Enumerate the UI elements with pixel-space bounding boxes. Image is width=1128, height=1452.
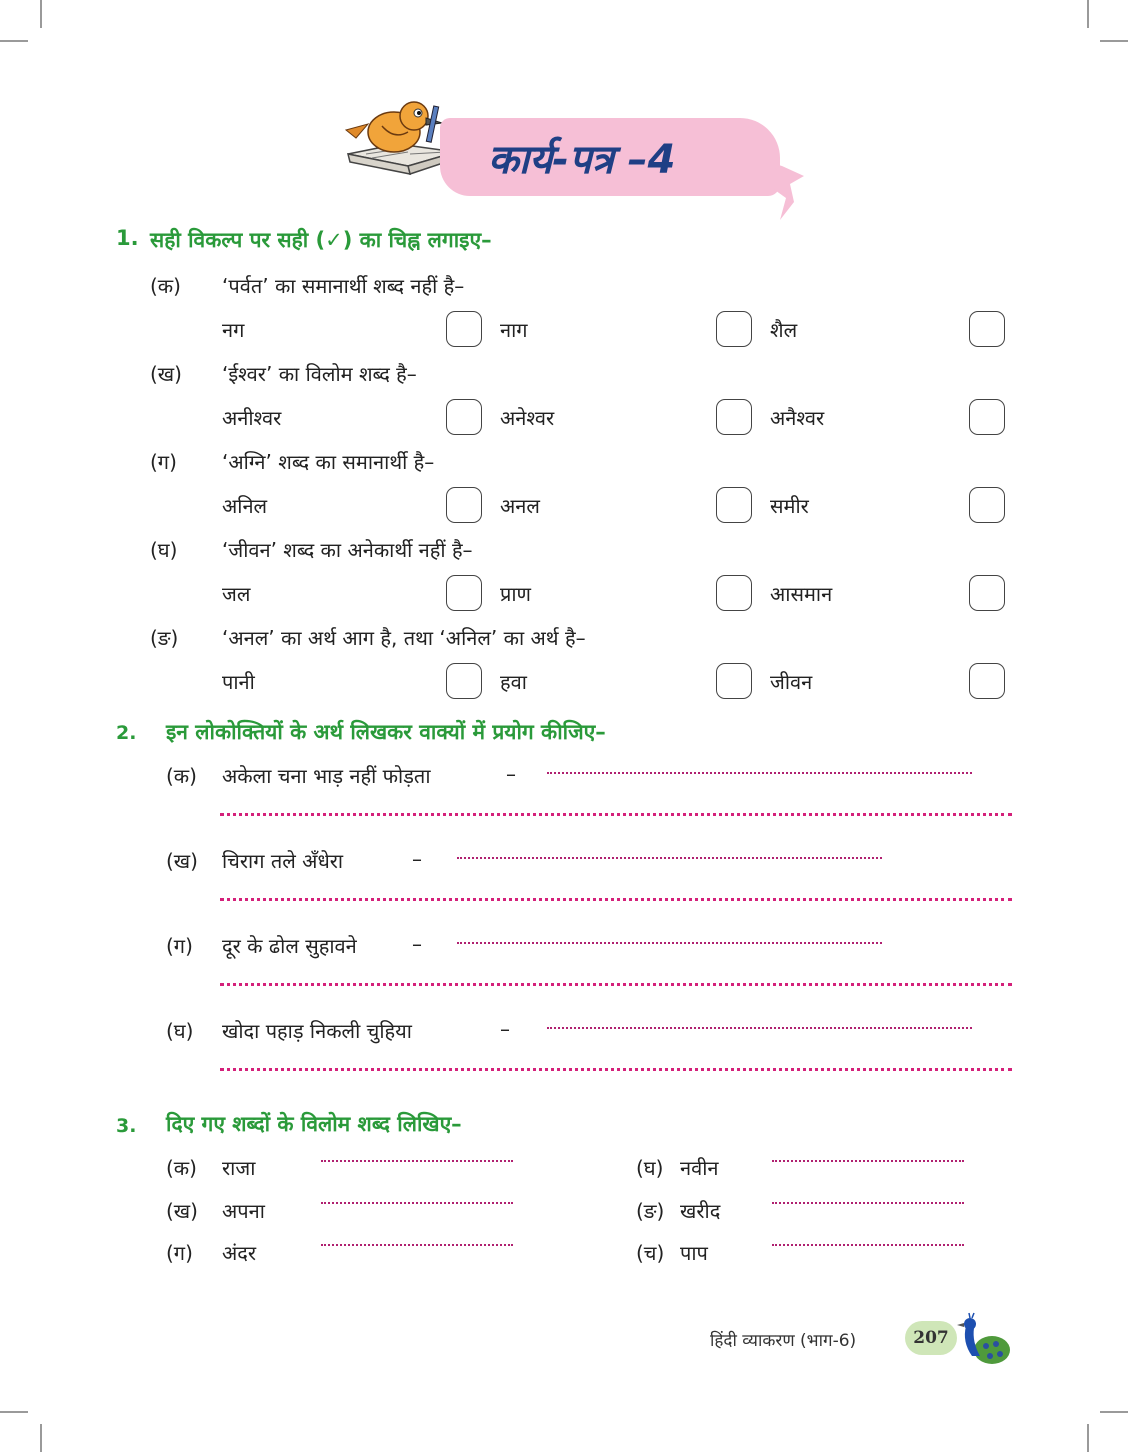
q3-item-label: (ग) — [166, 1241, 193, 1265]
crop-mark — [1087, 1424, 1089, 1452]
crop-mark — [1100, 40, 1128, 42]
antonym-answer-line[interactable] — [772, 1244, 964, 1246]
q1-checkbox[interactable] — [716, 311, 752, 347]
q1-checkbox[interactable] — [446, 663, 482, 699]
q1-item-label: (ग) — [150, 450, 177, 474]
q1-option: अनिल — [222, 494, 268, 518]
sentence-answer-line[interactable] — [220, 983, 1012, 986]
q2-item-text: खोदा पहाड़ निकली चुहिया — [222, 1019, 412, 1043]
q3-word: खरीद — [680, 1199, 721, 1223]
q1-checkbox[interactable] — [969, 399, 1005, 435]
q1-checkbox[interactable] — [716, 487, 752, 523]
q3-item-label: (ङ) — [636, 1199, 665, 1223]
q1-item-question: ‘अनल’ का अर्थ आग है, तथा ‘अनिल’ का अर्थ है– — [222, 626, 586, 650]
q1-option: नाग — [500, 318, 528, 342]
q1-option: अनेश्वर — [500, 406, 555, 430]
q3-word: नवीन — [680, 1156, 719, 1180]
q2-heading: इन लोकोक्तियों के अर्थ लिखकर वाक्यों में प्रयोग कीजिए– — [166, 720, 606, 744]
q2-dash: – — [500, 1017, 510, 1041]
peacock-icon — [952, 1312, 1012, 1368]
q3-number: 3. — [116, 1115, 137, 1137]
q2-item-label: (ख) — [166, 849, 198, 873]
q1-option: जीवन — [770, 670, 813, 694]
q1-checkbox[interactable] — [446, 399, 482, 435]
q1-item-label: (क) — [150, 274, 181, 298]
q1-option: अनल — [500, 494, 540, 518]
q2-item-label: (क) — [166, 764, 197, 788]
q1-item-question: ‘ईश्वर’ का विलोम शब्द है– — [222, 362, 417, 386]
q2-number: 2. — [116, 722, 137, 744]
q1-item-label: (ङ) — [150, 626, 179, 650]
q1-number: 1. — [116, 226, 139, 250]
page-number: 207 — [905, 1321, 957, 1355]
q2-item-label: (ग) — [166, 934, 193, 958]
q2-dash: – — [506, 762, 516, 786]
q1-option: जल — [222, 582, 251, 606]
q1-checkbox[interactable] — [446, 487, 482, 523]
q2-item-text: अकेला चना भाड़ नहीं फोड़ता — [222, 764, 431, 788]
q1-checkbox[interactable] — [716, 399, 752, 435]
book-title: हिंदी व्याकरण (भाग-6) — [710, 1331, 857, 1351]
antonym-answer-line[interactable] — [321, 1160, 513, 1162]
crop-mark — [0, 1411, 28, 1413]
q1-item-question: ‘जीवन’ शब्द का अनेकार्थी नहीं है– — [222, 538, 473, 562]
page-title: कार्य-पत्र –4 — [488, 137, 676, 183]
antonym-answer-line[interactable] — [772, 1202, 964, 1204]
q1-checkbox[interactable] — [969, 575, 1005, 611]
q3-heading: दिए गए शब्दों के विलोम शब्द लिखिए– — [166, 1112, 462, 1136]
q3-item-label: (च) — [636, 1241, 665, 1265]
q3-word: अंदर — [222, 1241, 257, 1265]
q3-item-label: (क) — [166, 1156, 197, 1180]
q1-checkbox[interactable] — [969, 663, 1005, 699]
meaning-answer-line[interactable] — [457, 942, 882, 944]
crop-mark — [1100, 1411, 1128, 1413]
q1-option: पानी — [222, 670, 255, 694]
q3-word: पाप — [680, 1241, 708, 1265]
q3-word: अपना — [222, 1199, 265, 1223]
q1-option: समीर — [770, 494, 809, 518]
meaning-answer-line[interactable] — [547, 1027, 972, 1029]
q1-option: प्राण — [500, 582, 532, 606]
q1-heading: सही विकल्प पर सही (✓) का चिह्न लगाइए– — [150, 228, 492, 252]
q1-checkbox[interactable] — [969, 487, 1005, 523]
q2-item-label: (घ) — [166, 1019, 194, 1043]
q1-checkbox[interactable] — [716, 575, 752, 611]
q1-item-question: ‘अग्नि’ शब्द का समानार्थी है– — [222, 450, 435, 474]
sentence-answer-line[interactable] — [220, 813, 1012, 816]
q1-checkbox[interactable] — [446, 311, 482, 347]
crop-mark — [40, 0, 42, 28]
q3-word: राजा — [222, 1156, 256, 1180]
q2-dash: – — [412, 847, 422, 871]
q1-checkbox[interactable] — [716, 663, 752, 699]
q1-item-label: (ख) — [150, 362, 182, 386]
q1-option: शैल — [770, 318, 798, 342]
meaning-answer-line[interactable] — [457, 857, 882, 859]
q3-item-label: (घ) — [636, 1156, 664, 1180]
q1-option: अनैश्वर — [770, 406, 825, 430]
meaning-answer-line[interactable] — [547, 772, 972, 774]
q1-checkbox[interactable] — [446, 575, 482, 611]
antonym-answer-line[interactable] — [321, 1202, 513, 1204]
q1-item-question: ‘पर्वत’ का समानार्थी शब्द नहीं है– — [222, 274, 465, 298]
crop-mark — [1087, 0, 1089, 28]
q2-dash: – — [412, 932, 422, 956]
q2-item-text: चिराग तले अँधेरा — [222, 849, 344, 873]
q1-option: आसमान — [770, 582, 833, 606]
q1-item-label: (घ) — [150, 538, 178, 562]
q2-item-text: दूर के ढोल सुहावने — [222, 934, 357, 958]
crop-mark — [40, 1424, 42, 1452]
banner-splash-icon — [760, 150, 810, 225]
antonym-answer-line[interactable] — [772, 1160, 964, 1162]
sentence-answer-line[interactable] — [220, 898, 1012, 901]
q1-option: हवा — [500, 670, 527, 694]
sentence-answer-line[interactable] — [220, 1068, 1012, 1071]
q3-item-label: (ख) — [166, 1199, 198, 1223]
antonym-answer-line[interactable] — [321, 1244, 513, 1246]
q1-checkbox[interactable] — [969, 311, 1005, 347]
crop-mark — [0, 40, 28, 42]
q1-option: अनीश्वर — [222, 406, 282, 430]
q1-option: नग — [222, 318, 245, 342]
